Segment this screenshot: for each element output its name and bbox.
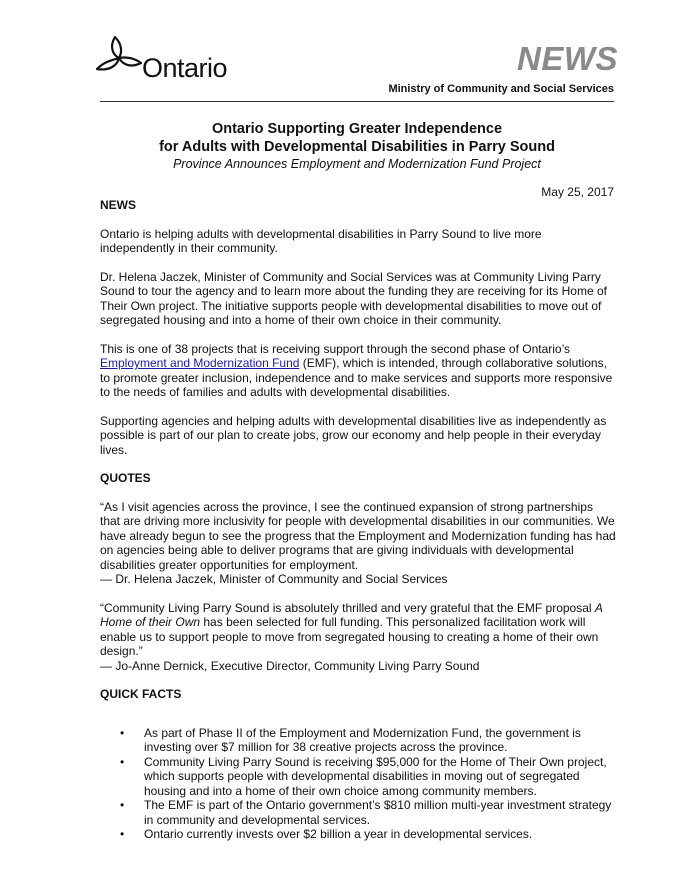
quote-1-text: “As I visit agencies across the province, I see the continued expansion of strong partnerships that are driving more inclusivity for people with developmental disabilities in our communities. We have already begun to see the progress that the Employment and Modernization funding has had on agencies being able to deliver programs that are giving individuals with developmental disabilities greater opportunities for employment. <box>100 499 616 572</box>
logo-wordmark: Ontario <box>142 53 228 83</box>
quote-2 <box>100 601 616 674</box>
quote-2-attribution: — Jo-Anne Dernick, Executive Director, Community Living Parry Sound <box>100 658 480 673</box>
quote-1-attribution: — Dr. Helena Jaczek, Minister of Community and Social Services <box>100 572 448 586</box>
quotes-heading: QUOTES <box>100 471 151 485</box>
trillium-icon <box>95 33 145 83</box>
quote-2-text-after: has been selected for full funding. This personalized facilitation work will enable us to support people to move from segregated housing to creating a home of their own design.” <box>100 615 599 658</box>
ministry-name: Ministry of Community and Social Services <box>388 83 614 95</box>
release-date: May 25, 2017 <box>541 185 614 199</box>
news-paragraph-2: Dr. Helena Jaczek, Minister of Community and Social Services was at Community Living Parry Sound to tour the agency and to learn more about the funding they are receiving for its Home of Their Own project. The initiative supports people with developmental disabilities to move out of segregated housing and into a home of their own choice in their community. <box>100 269 607 327</box>
list-item <box>120 827 616 842</box>
news-label: NEWS <box>517 40 618 77</box>
news-heading: NEWS <box>100 198 136 212</box>
headline-block <box>100 120 614 172</box>
emf-link[interactable]: Employment and Modernization Fund <box>100 356 300 370</box>
quote-1 <box>100 500 616 587</box>
release-body <box>100 198 616 842</box>
list-item <box>120 725 616 755</box>
ontario-logo <box>95 33 245 85</box>
quick-facts-heading: QUICK FACTS <box>100 687 182 701</box>
emf-text-after: (EMF), which is intended, through collaborative solutions, to promote greater inclusion, independence and to make services and supports more responsive to the needs of families and adults with developmental disabilities. <box>100 356 613 399</box>
emf-paragraph <box>100 342 616 400</box>
emf-text-before: This is one of 38 projects that is receiving support through the second phase of Ontario’s <box>100 341 571 356</box>
bullet-icon: • <box>120 725 125 740</box>
headline-line-1: Ontario Supporting Greater Independence <box>211 121 503 137</box>
fact-text: Ontario currently invests over $2 billion a year in developmental services. <box>144 827 533 841</box>
quote-2-text-before: “Community Living Parry Sound is absolutely thrilled and very grateful that the EMF proposal <box>100 600 595 615</box>
bullet-icon: • <box>120 798 125 812</box>
fact-text: As part of Phase II of the Employment and Modernization Fund, the government is investing over $7 million for 38 creative projects across the province. <box>144 725 581 754</box>
list-item <box>120 798 616 827</box>
bullet-icon: • <box>120 827 125 841</box>
bullet-icon: • <box>120 754 125 769</box>
news-paragraph-1: Ontario is helping adults with developmental disabilities in Parry Sound to live more independently in their community. <box>100 226 542 255</box>
header-divider <box>100 101 614 102</box>
closing-paragraph: Supporting agencies and helping adults with developmental disabilities live as independently as possible is part of our plan to create jobs, grow our economy and help people in their everyday lives. <box>100 413 607 457</box>
list-item <box>120 754 616 799</box>
quote-2-project-title: A Home of their Own <box>100 600 603 629</box>
headline-subtitle: Province Announces Employment and Modernization Fund Project <box>173 157 541 171</box>
fact-text: The EMF is part of the Ontario government’s $810 million multi-year investment strategy in community and developmental services. <box>144 798 612 827</box>
quick-facts-list <box>100 726 616 842</box>
fact-text: Community Living Parry Sound is receiving $95,000 for the Home of Their Own project, which supports people with developmental disabilities in moving out of segregated housing and into a home of their own choice among community members. <box>144 754 607 798</box>
headline-line-2: for Adults with Developmental Disabilities in Parry Sound <box>159 139 555 155</box>
